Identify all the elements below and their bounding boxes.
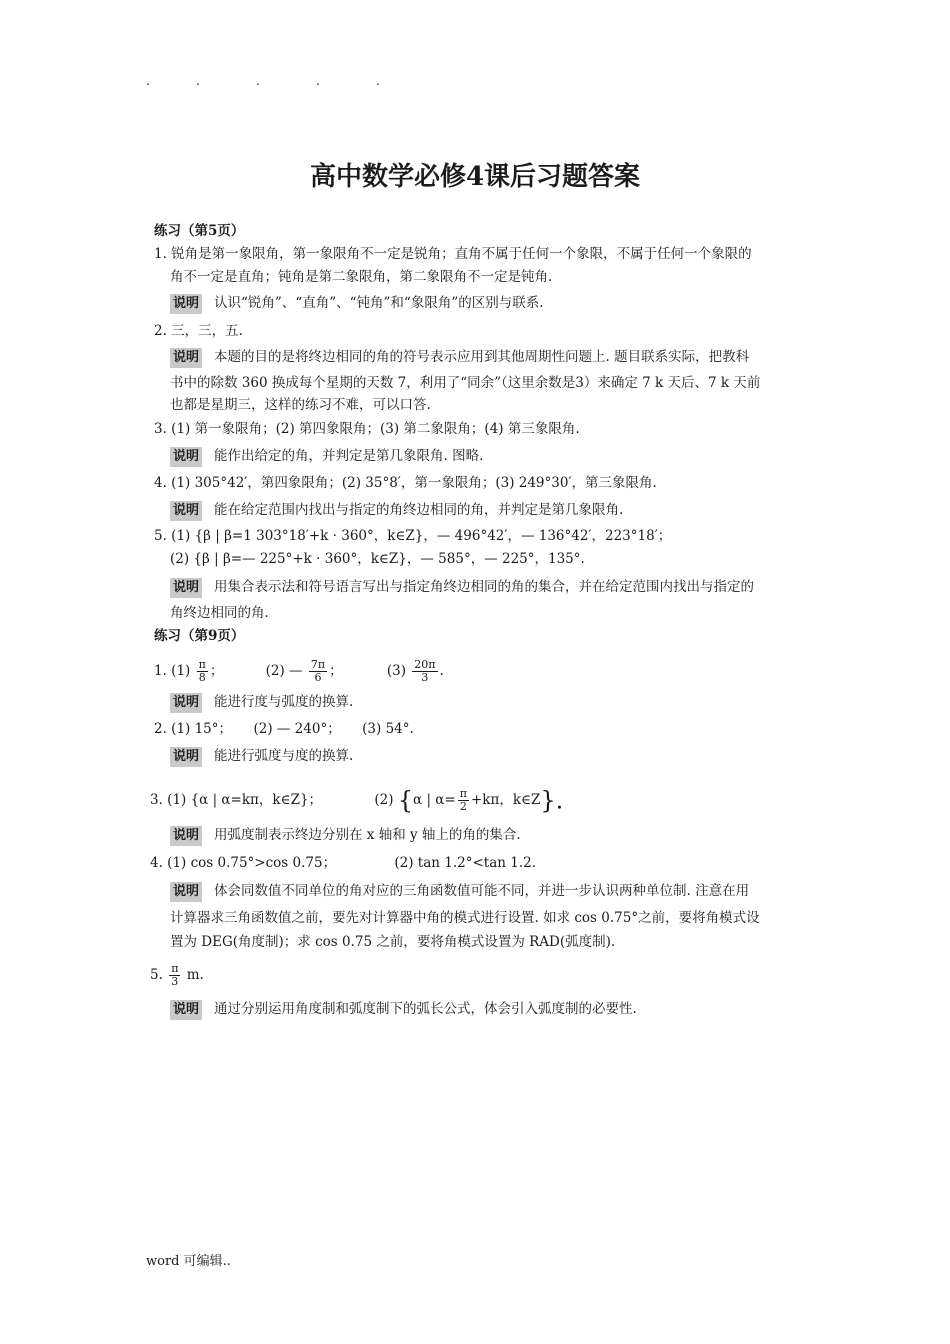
numerator: 7π — [310, 658, 326, 671]
part-label: (2) — — [265, 663, 303, 679]
answer-number: 5. — [150, 967, 163, 983]
numerator: π — [459, 787, 467, 800]
part-1: 4. (1) cos 0.75°>cos 0.75； — [150, 855, 337, 871]
note-text: 通过分别运用角度制和弧度制下的弧长公式，体会引入弧度制的必要性. — [214, 1001, 637, 1017]
note-label: 说明 — [170, 826, 202, 846]
note-1 — [170, 294, 544, 314]
note-text: 用弧度制表示终边分别在 x 轴和 y 轴上的角的集合. — [214, 827, 521, 843]
denominator: 3 — [171, 975, 179, 988]
note-9-1 — [170, 693, 353, 713]
note-2-line2: 书中的除数 360 换成每个星期的天数 7，利用了“同余”（这里余数是3）来确定 7 k 天后、7 k 天前 — [170, 375, 761, 391]
note-text: 能作出给定的角，并判定是第几象限角. 图略. — [214, 448, 484, 464]
note-text: 本题的目的是将终边相同的角的符号表示应用到其他周期性问题上. 题目联系实际，把教科 — [214, 349, 750, 365]
set-expr: α | α= — [413, 792, 456, 808]
note-9-3 — [170, 826, 521, 846]
answer-5-line1: 5. (1) {β | β=1 303°18′+k · 360°，k∈Z}，— 496°42′，— 136°42′，223°18′； — [154, 528, 672, 544]
denominator: 8 — [198, 671, 206, 684]
note-text: 能进行弧度与度的换算. — [214, 748, 354, 764]
answer-5-line2: (2) {β | β=— 225°+k · 360°，k∈Z}，— 585°，— 225°，135°. — [170, 551, 585, 567]
header-dot: . — [196, 74, 200, 88]
close-brace: }. — [540, 786, 564, 815]
note-label: 说明 — [170, 747, 202, 767]
answer-9-2: 2. (1) 15°； (2) — 240°； (3) 54°. — [154, 721, 414, 737]
note-4 — [170, 501, 623, 521]
numerator: 20π — [414, 658, 436, 671]
note-label: 说明 — [170, 693, 202, 713]
note-label: 说明 — [170, 348, 202, 368]
document-title: 高中数学必修4课后习题答案 — [309, 162, 641, 192]
answer-2: 2. 三，三，五. — [154, 323, 243, 339]
footer-text: word 可编辑.. — [146, 1254, 231, 1269]
part-2: (2) tan 1.2°<tan 1.2. — [394, 855, 537, 871]
note-label: 说明 — [170, 578, 202, 598]
note-label: 说明 — [170, 1000, 202, 1020]
denominator: 3 — [421, 671, 429, 684]
answer-4: 4. (1) 305°42′，第四象限角；(2) 35°8′，第一象限角；(3) 249°30′，第三象限角. — [154, 475, 657, 491]
note-text: 认识“锐角”、“直角”、“钝角”和“象限角”的区别与联系. — [214, 295, 544, 311]
note-3 — [170, 447, 483, 467]
part-label: (2) — [374, 792, 394, 808]
separator: ； — [209, 663, 224, 679]
header-dot: . — [256, 74, 260, 88]
note-2-line3: 也都是星期三，这样的练习不难，可以口答. — [170, 397, 431, 413]
note-2-line1 — [170, 348, 749, 368]
note-label: 说明 — [170, 501, 202, 521]
note-text: 体会同数值不同单位的角对应的三角函数值可能不同，并进一步认识两种单位制. 注意在用 — [214, 883, 750, 899]
answer-9-5 — [150, 960, 204, 990]
note-5-line2: 角终边相同的角. — [170, 605, 269, 621]
header-dot: . — [316, 74, 320, 88]
note-label: 说明 — [170, 882, 202, 902]
note-9-4-line2: 计算器求三角函数值之前，要先对计算器中角的模式进行设置. 如求 cos 0.75°之前，要将角模式设 — [170, 910, 760, 926]
answer-3: 3. (1) 第一象限角；(2) 第四象限角；(3) 第二象限角；(4) 第三象限角. — [154, 421, 580, 437]
note-5-line1 — [170, 578, 754, 598]
fraction — [412, 659, 437, 684]
note-text: 能进行度与弧度的换算. — [214, 694, 354, 710]
section-heading-p9: 练习（第9页） — [154, 628, 245, 644]
note-label: 说明 — [170, 294, 202, 314]
part-1: 3. (1) {α | α=kπ，k∈Z}； — [150, 792, 323, 808]
note-9-4-line3: 置为 DEG(角度制)；求 cos 0.75 之前，要将角模式设置为 RAD(弧度制). — [170, 934, 616, 950]
note-label: 说明 — [170, 447, 202, 467]
note-text: 能在给定范围内找出与指定的角终边相同的角，并判定是第几象限角. — [214, 502, 624, 518]
open-brace: { — [397, 786, 414, 815]
note-9-5 — [170, 1000, 637, 1020]
denominator: 2 — [459, 800, 467, 813]
fraction — [458, 788, 469, 813]
denominator: 6 — [314, 671, 322, 684]
answer-1-line2: 角不一定是直角；钝角是第二象限角，第二象限角不一定是钝角. — [170, 269, 553, 285]
note-9-2 — [170, 747, 353, 767]
separator: ； — [329, 663, 343, 679]
fraction — [169, 963, 180, 988]
set-expr: +kπ，k∈Z — [470, 792, 541, 808]
unit: m. — [186, 967, 204, 983]
header-dot: . — [376, 74, 380, 88]
part-label: (3) — [386, 663, 406, 679]
answer-9-3 — [150, 785, 563, 815]
note-text: 用集合表示法和符号语言写出与指定角终边相同的角的集合，并在给定范围内找出与指定的 — [214, 579, 755, 595]
answer-number: 1. (1) — [154, 663, 191, 679]
section-heading-p5: 练习（第5页） — [154, 223, 245, 239]
note-9-4-line1 — [170, 882, 749, 902]
numerator: π — [171, 962, 179, 975]
period: . — [439, 663, 444, 679]
answer-1-line1: 1. 锐角是第一象限角，第一象限角不一定是锐角；直角不属于任何一个象限，不属于任何一个象限的 — [154, 246, 752, 262]
numerator: π — [198, 658, 206, 671]
answer-9-4 — [150, 854, 536, 872]
answer-9-1 — [154, 656, 444, 686]
fraction — [197, 659, 208, 684]
header-dot: . — [146, 74, 150, 88]
fraction — [309, 659, 327, 684]
